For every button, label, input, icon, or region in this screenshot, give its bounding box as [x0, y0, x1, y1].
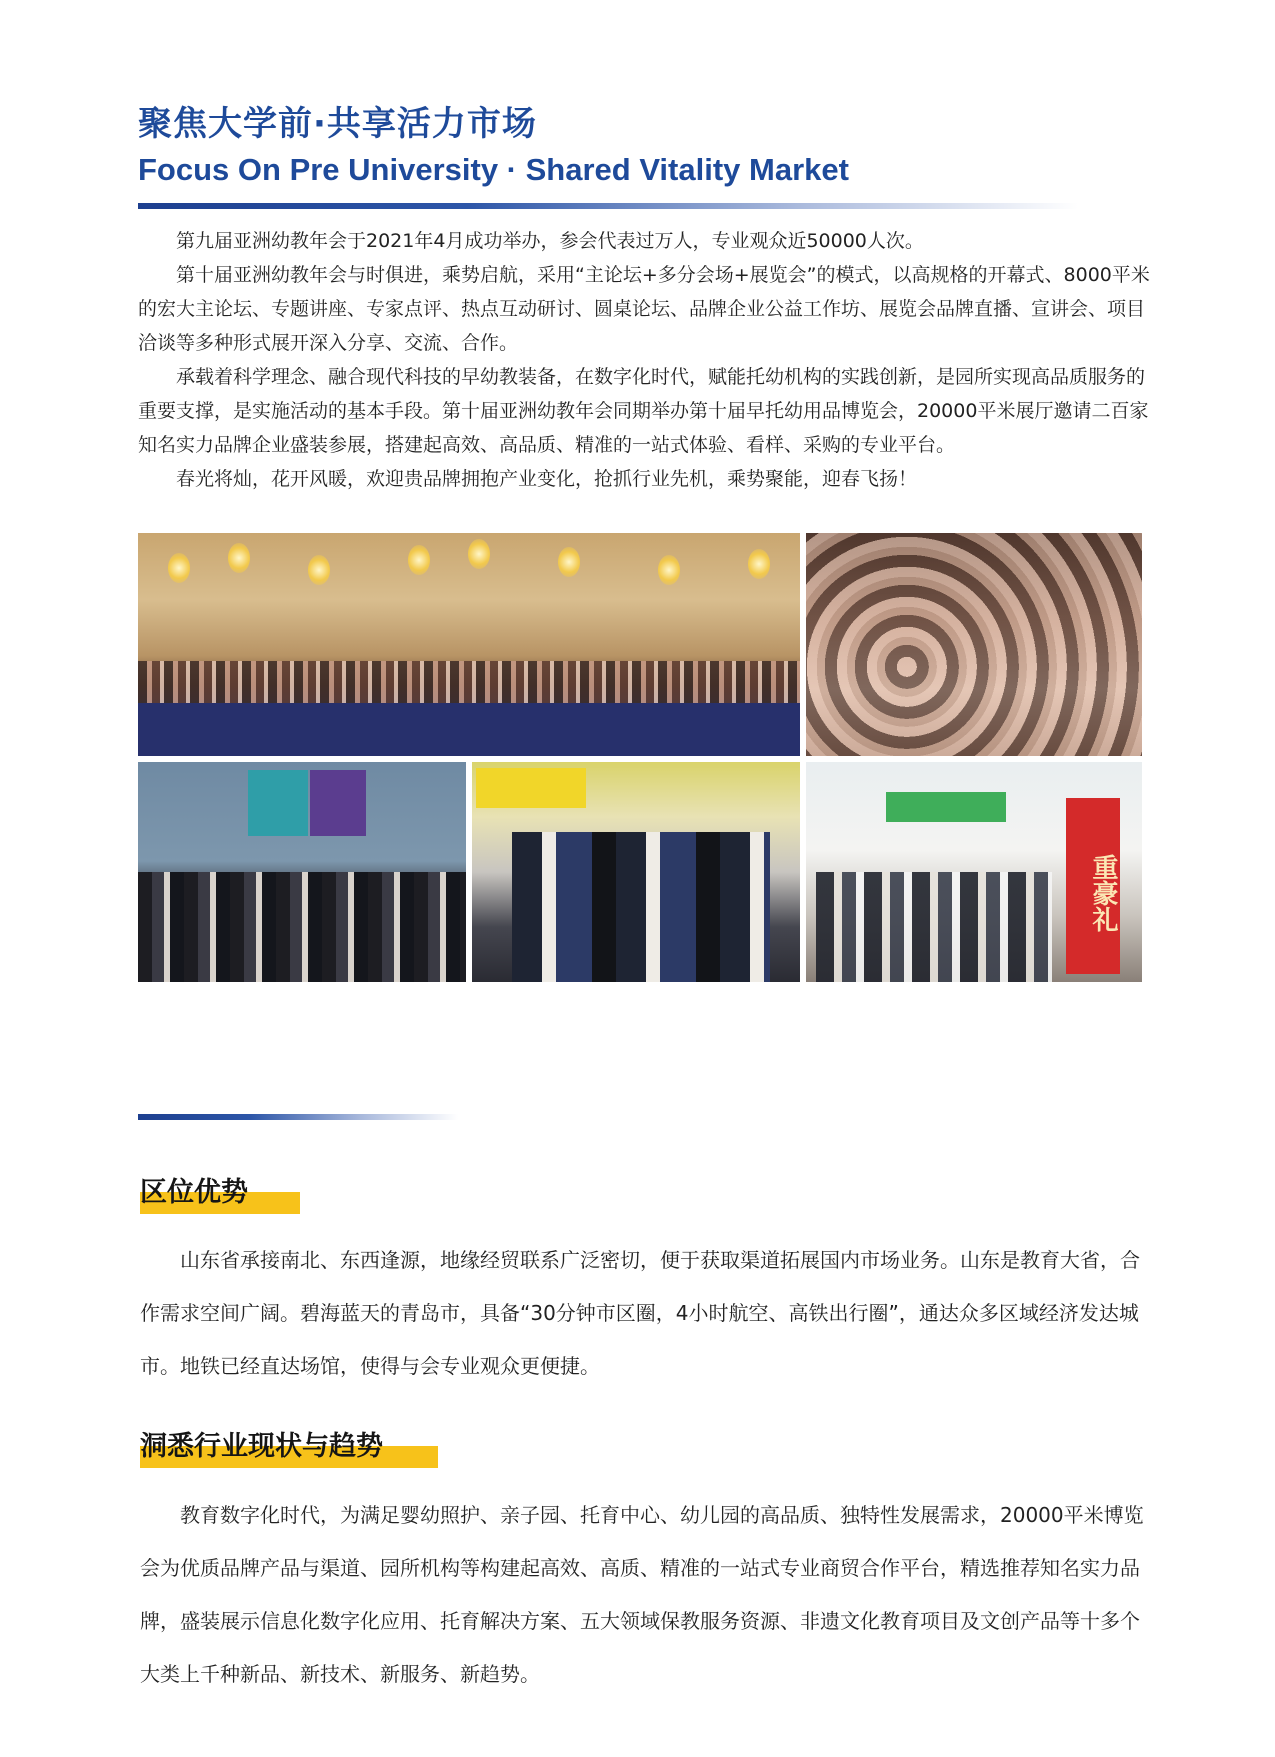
- section-heading-trend: 洞悉行业现状与趋势: [140, 1431, 383, 1462]
- promo-box: [1066, 798, 1120, 974]
- page-subtitle-english: Focus On Pre University · Shared Vitality Market: [138, 152, 849, 187]
- ceiling-lamp: [408, 545, 430, 575]
- ceiling-lamp: [168, 553, 190, 583]
- trend-paragraph: 教育数字化时代，为满足婴幼照护、亲子园、托育中心、幼儿园的高品质、独特性发展需求，20000平米博览会为优质品牌产品与渠道、园所机构等构建起高效、高质、精准的一站式专业商贸合作平台，精选推荐知名实力品牌，盛装展示信息化数字化应用、托育解决方案、五大领域保教服务资源、非遗文化教育项目及文创产品等十多个大类上千种新品、新技术、新服务、新趋势。: [140, 1503, 1144, 1686]
- intro-paragraph: 第九届亚洲幼教年会于2021年4月成功举办，参会代表过万人，专业观众近50000人次。: [176, 230, 924, 252]
- photo-expo-visit: [472, 762, 800, 982]
- section-heading-location: 区位优势: [140, 1177, 248, 1208]
- trend-section: [140, 1489, 1150, 1701]
- audience-crowd: [138, 661, 800, 705]
- booth-sign: [886, 792, 1006, 822]
- promo-box-text: 重豪礼: [1088, 854, 1118, 932]
- ceiling-lamp: [558, 547, 580, 577]
- location-section: [140, 1234, 1150, 1393]
- ceiling-lamp: [228, 543, 250, 573]
- ceiling-lamp: [748, 549, 770, 579]
- photo-venue-entrance: [138, 762, 466, 982]
- intro-paragraph: 承载着科学理念、融合现代科技的早幼教装备，在数字化时代，赋能托幼机构的实践创新，是园所实现高品质服务的重要支撑，是实施活动的基本手段。第十届亚洲幼教年会同期举办第十届早托幼用品博览会，20000平米展厅邀请二百家知名实力品牌企业盛装参展，搭建起高效、高品质、精准的一站式体验、看样、采购的专业平台。: [138, 366, 1149, 456]
- audience-faces: [806, 533, 1142, 756]
- intro-section: [138, 224, 1150, 496]
- photo-audience-closeup: [806, 533, 1142, 756]
- photo-exhibition-booth: [806, 762, 1142, 982]
- photo-conference-hall: [138, 533, 800, 756]
- rostrum-table: [138, 703, 800, 756]
- booth-visitors: [816, 872, 1052, 982]
- yellow-banner: [476, 768, 586, 808]
- poster-sign: [310, 770, 366, 836]
- entrance-crowd: [138, 872, 466, 982]
- intro-paragraph: 春光将灿，花开风暖，欢迎贵品牌拥抱产业变化，抢抓行业先机，乘势聚能，迎春飞扬！: [176, 468, 918, 490]
- ceiling-lamp: [658, 555, 680, 585]
- poster-sign: [248, 770, 308, 836]
- page-title: 聚焦大学前·共享活力市场: [138, 104, 537, 144]
- ceiling-lamp: [308, 555, 330, 585]
- section-divider: [138, 1114, 458, 1120]
- ceiling-lamp: [468, 539, 490, 569]
- title-divider: [138, 203, 1078, 209]
- location-paragraph: 山东省承接南北、东西逢源，地缘经贸联系广泛密切，便于获取渠道拓展国内市场业务。山东是教育大省，合作需求空间广阔。碧海蓝天的青岛市，具备“30分钟市区圈，4小时航空、高铁出行圈”，通达众多区域经济发达城市。地铁已经直达场馆，使得与会专业观众更便捷。: [140, 1248, 1140, 1378]
- visiting-group: [512, 832, 770, 982]
- intro-paragraph: 第十届亚洲幼教年会与时俱进，乘势启航，采用“主论坛+多分会场+展览会”的模式，以高规格的开幕式、8000平米的宏大主论坛、专题讲座、专家点评、热点互动研讨、圆桌论坛、品牌企业公益工作坊、展览会品牌直播、宣讲会、项目洽谈等多种形式展开深入分享、交流、合作。: [138, 264, 1150, 354]
